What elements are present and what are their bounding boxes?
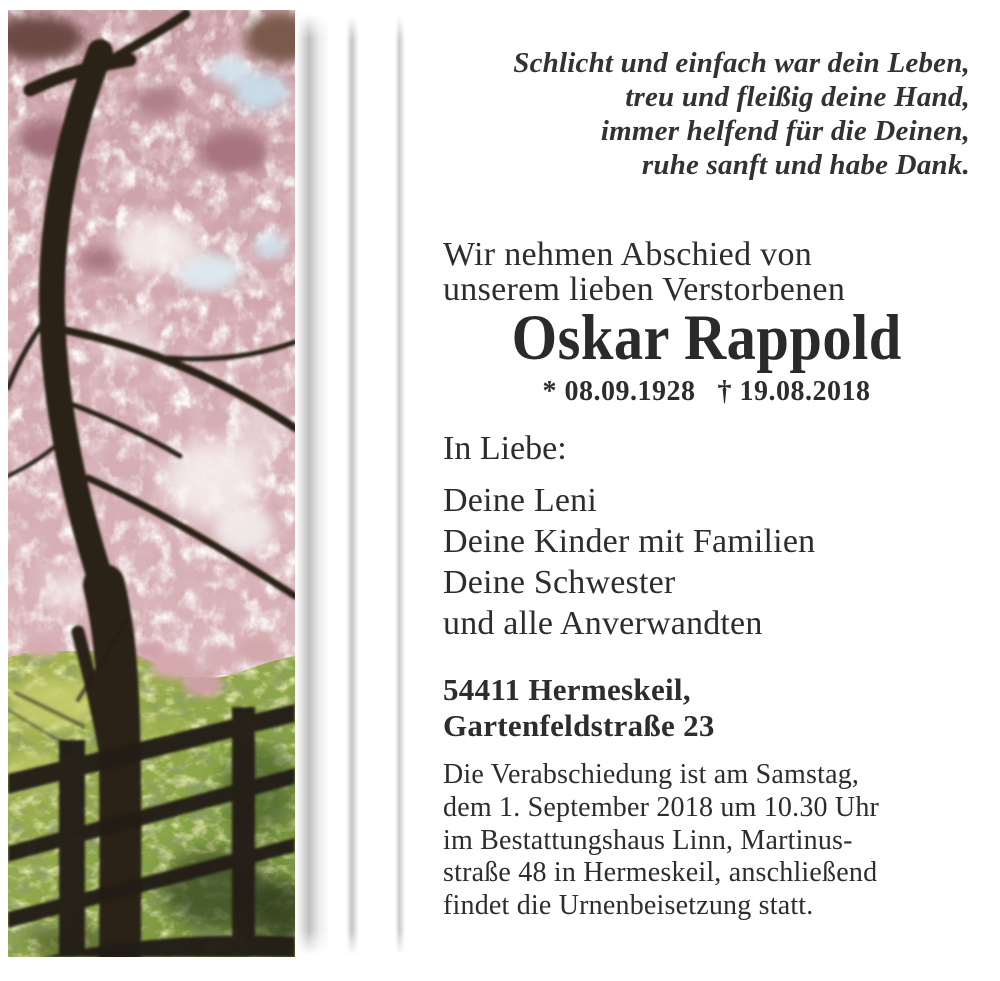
fold-line-right [395, 16, 405, 955]
mourner-line: und alle Anverwandten [443, 605, 763, 642]
photo-edge-shadow [296, 14, 330, 955]
ceremony-line: dem 1. September 2018 um 10.30 Uhr [443, 791, 880, 823]
mourners-list [443, 480, 970, 644]
ceremony-details [443, 759, 970, 923]
memorial-photo [8, 10, 295, 957]
mourner-line: Deine Schwester [443, 564, 676, 601]
verse-line: ruhe sanft und habe Dank. [641, 149, 970, 181]
verse-line: treu und fleißig deine Hand, [625, 81, 970, 113]
address-line: 54411 Hermeskeil, [443, 672, 691, 707]
life-dates [443, 376, 970, 408]
obituary-text-column [443, 0, 970, 981]
cherry-blossom-photo-illustration [8, 10, 295, 957]
ceremony-line: im Bestattungshaus Linn, Martinus- [443, 824, 853, 856]
farewell-intro [443, 237, 970, 307]
mourner-line: Deine Leni [443, 482, 597, 519]
ceremony-line: straße 48 in Hermeskeil, anschließend [443, 857, 878, 889]
verse-line: Schlicht und einfach war dein Leben, [513, 47, 970, 79]
memorial-verse [443, 46, 970, 182]
ceremony-line: Die Verabschiedung ist am Samstag, [443, 759, 860, 790]
ceremony-line: findet die Urnenbeisetzung statt. [443, 890, 814, 922]
deceased-name [443, 302, 970, 374]
birth-date: * 08.09.1928 [542, 376, 696, 407]
farewell-heading: In Liebe: [443, 430, 567, 467]
intro-line: unserem lieben Verstorbenen [443, 271, 846, 308]
verse-line: immer helfend für die Deinen, [600, 115, 970, 147]
death-date: † 19.08.2018 [717, 376, 871, 407]
fold-line-left [346, 16, 359, 955]
address-line: Gartenfeldstraße 23 [443, 708, 715, 743]
deceased-name-text: Oskar Rappold [511, 302, 902, 374]
mourner-line: Deine Kinder mit Familien [443, 523, 816, 560]
intro-line: Wir nehmen Abschied von [443, 236, 813, 273]
family-address [443, 672, 970, 744]
